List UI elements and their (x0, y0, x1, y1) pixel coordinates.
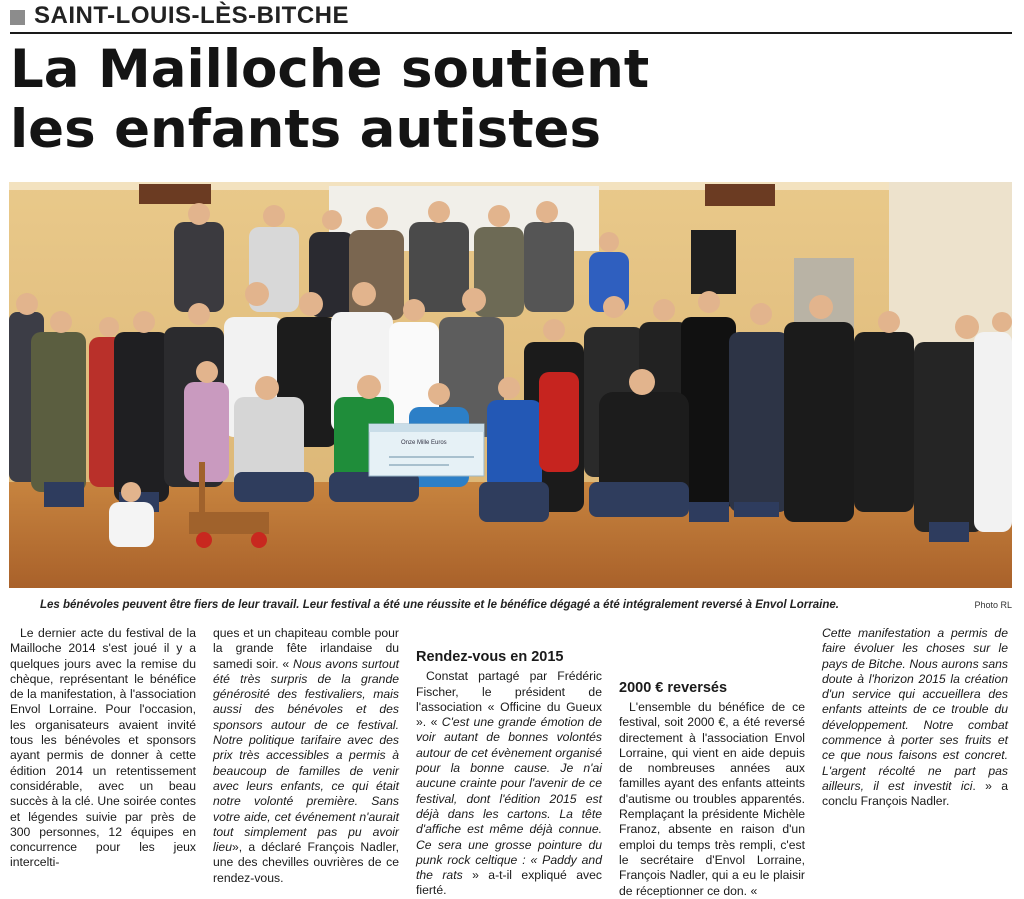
kicker-square-icon (10, 10, 25, 25)
cheque-amount-text: Onze Mille Euros (401, 440, 447, 446)
headline-line-2: les enfants autistes (10, 99, 602, 160)
article-paragraph-3: Constat partagé par Frédéric Fischer, le président de l'association « Officine du Gueux ». « C'est une grande émotion de voir autant de bonnes volontés autour de cet évènement organisé pour la bonne cause. Je n'ai aucune crainte pour l'avenir de ce festival, dont l'édition 2015 est déjà dans les cartons. La tête d'affiche est même déjà connue. Ce sera une grosse pointure du punk rock celtique : « Paddy and the rats » a-t-il expliqué avec fierté. (416, 669, 602, 898)
kicker-text: SAINT-LOUIS-LÈS-BITCHE (34, 2, 349, 29)
article-body (10, 626, 1012, 898)
subheading-reverses: 2000 € reversés (619, 680, 728, 696)
article-column-4 (619, 626, 805, 898)
article-paragraph-5: Cette manifestation a permis de faire évoluer les choses sur le pays de Bitche. Nous aurons sans doute à l'horizon 2015 la création d'un service qui accueillera des enfants atteints de ce trouble du développement. Notre combat commence à porter ses fruits et ce que nous faisons est concret. L'argent récolté ne part pas ailleurs, il est investit ici. » a conclu François Nadler. (822, 626, 1008, 809)
article-column-5 (822, 626, 1008, 865)
subheading-rendez-vous: Rendez-vous en 2015 (416, 649, 564, 666)
group-photo-illustration (9, 182, 1012, 588)
caption-text: Les bénévoles peuvent être fiers de leur travail. Leur festival a été une réussite et le bénéfice dégagé a été intégralement reversé à Envol Lorraine. (40, 599, 839, 611)
article-column-2 (213, 626, 399, 885)
article-paragraph-4: L'ensemble du bénéfice de ce festival, soit 2000 €, a été reversé directement à l'association Envol Lorraine, qui vient en aide depuis de nombreuses années aux familles ayant des enfants atteints d'autisme ou troubles apparentés. Remplaçant la présidente Michèle Franoz, absente en raison d'un emploi du temps très rempli, c'est le secrétaire d'Envol Lorraine, François Nadler, qui a eu le plaisir de réceptionner ce don. « (619, 700, 805, 898)
photo-credit: Photo RL (974, 600, 1012, 610)
photo-caption (40, 596, 1012, 614)
article-paragraph-2: ques et un chapiteau comble pour la grande fête irlandaise du samedi soir. « Nous avons surtout été très surpris de la grande générosité des festivaliers, mais aussi des bénévoles et des sponsors autour de ce festival. Notre politique tarifaire avec des prix très accessibles a permis à beaucoup de familles de venir avec leurs enfants, ce qui était notre volonté première. Sans votre aide, cet événement n'aurait tout simplement pas pu avoir lieu», a déclaré François Nadler, une des chevilles ouvrières de ce rendez-vous. (213, 626, 399, 885)
article-column-1 (10, 626, 196, 870)
article-column-3 (416, 626, 602, 898)
section-kicker (10, 2, 1012, 34)
headline-line-1: La Mailloche soutient (10, 39, 650, 100)
headline (10, 40, 1010, 160)
group-photo (9, 182, 1012, 588)
article-paragraph-1: Le dernier acte du festival de la Mailloche 2014 s'est joué il y a quelques jours avec la remise du chèque, représentant le bénéfice de la manifestation, à l'association Envol Lorraine. Pour l'occasion, les organisateurs avaient invité tous les bénévoles et sponsors ayant permis de donner à cette édition 2014 un retentissement considérable, avec un beau succès à la clé. Une soirée contes et légendes suivie par près de 300 personnes, 12 équipes en concurrence pour les jeux intercelti- (10, 626, 196, 870)
